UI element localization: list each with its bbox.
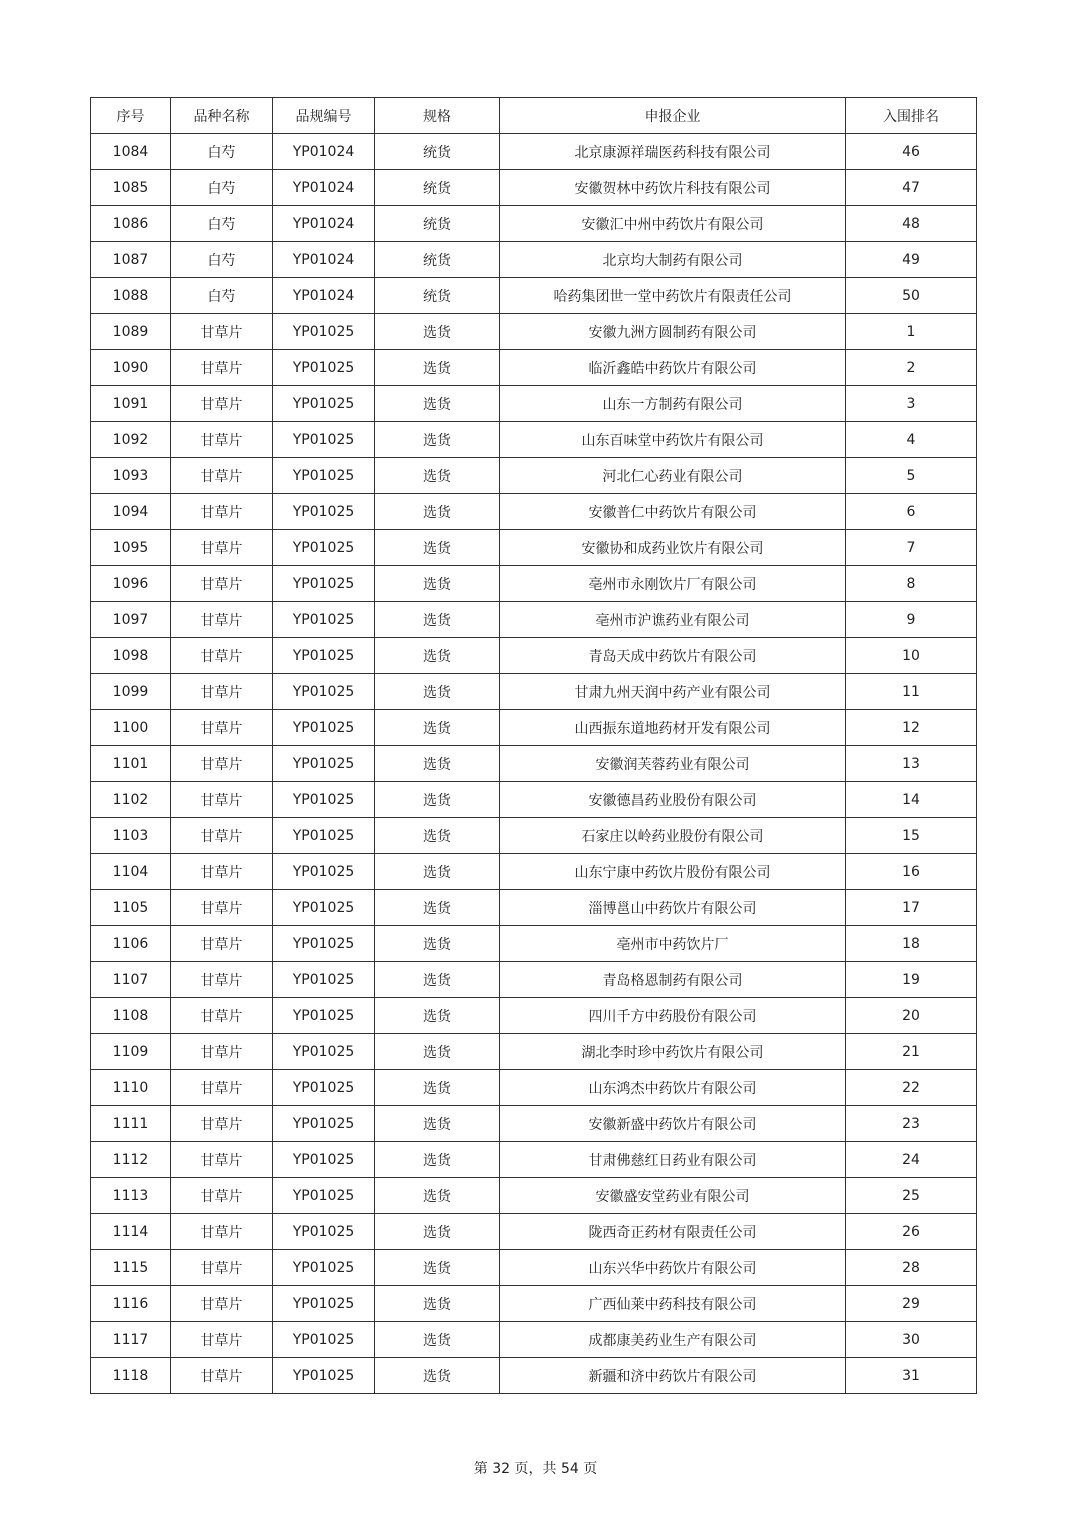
cell-serial-no: 1101 bbox=[91, 746, 171, 782]
cell-serial-no: 1094 bbox=[91, 494, 171, 530]
cell-applicant-company: 临沂鑫皓中药饮片有限公司 bbox=[500, 350, 846, 386]
cell-serial-no: 1096 bbox=[91, 566, 171, 602]
header-spec-code: 品规编号 bbox=[273, 98, 375, 134]
cell-applicant-company: 亳州市沪谯药业有限公司 bbox=[500, 602, 846, 638]
cell-serial-no: 1107 bbox=[91, 962, 171, 998]
cell-rank: 30 bbox=[846, 1322, 977, 1358]
cell-spec-code: YP01025 bbox=[273, 530, 375, 566]
table-row bbox=[91, 1250, 977, 1286]
cell-specification: 选货 bbox=[375, 1214, 500, 1250]
cell-spec-code: YP01025 bbox=[273, 602, 375, 638]
table-row bbox=[91, 1178, 977, 1214]
cell-spec-code: YP01025 bbox=[273, 422, 375, 458]
cell-specification: 选货 bbox=[375, 386, 500, 422]
cell-rank: 4 bbox=[846, 422, 977, 458]
cell-variety-name: 甘草片 bbox=[171, 746, 273, 782]
cell-serial-no: 1086 bbox=[91, 206, 171, 242]
cell-variety-name: 白芍 bbox=[171, 170, 273, 206]
cell-spec-code: YP01025 bbox=[273, 926, 375, 962]
cell-variety-name: 甘草片 bbox=[171, 1142, 273, 1178]
cell-rank: 49 bbox=[846, 242, 977, 278]
table-row bbox=[91, 710, 977, 746]
cell-applicant-company: 淄博邕山中药饮片有限公司 bbox=[500, 890, 846, 926]
table-header-row bbox=[91, 98, 977, 134]
cell-specification: 统货 bbox=[375, 278, 500, 314]
cell-spec-code: YP01025 bbox=[273, 1142, 375, 1178]
cell-specification: 选货 bbox=[375, 818, 500, 854]
cell-spec-code: YP01025 bbox=[273, 782, 375, 818]
cell-applicant-company: 山西振东道地药材开发有限公司 bbox=[500, 710, 846, 746]
table-row bbox=[91, 638, 977, 674]
cell-spec-code: YP01025 bbox=[273, 746, 375, 782]
cell-rank: 6 bbox=[846, 494, 977, 530]
cell-applicant-company: 山东宁康中药饮片股份有限公司 bbox=[500, 854, 846, 890]
cell-rank: 13 bbox=[846, 746, 977, 782]
cell-serial-no: 1113 bbox=[91, 1178, 171, 1214]
cell-spec-code: YP01025 bbox=[273, 710, 375, 746]
cell-applicant-company: 山东一方制药有限公司 bbox=[500, 386, 846, 422]
table-row bbox=[91, 206, 977, 242]
table-row bbox=[91, 854, 977, 890]
cell-variety-name: 甘草片 bbox=[171, 1034, 273, 1070]
table-row bbox=[91, 314, 977, 350]
cell-specification: 选货 bbox=[375, 1034, 500, 1070]
cell-specification: 选货 bbox=[375, 1322, 500, 1358]
cell-variety-name: 甘草片 bbox=[171, 926, 273, 962]
header-rank: 入围排名 bbox=[846, 98, 977, 134]
cell-applicant-company: 安徽润芙蓉药业有限公司 bbox=[500, 746, 846, 782]
cell-variety-name: 甘草片 bbox=[171, 998, 273, 1034]
table-row bbox=[91, 566, 977, 602]
cell-specification: 选货 bbox=[375, 602, 500, 638]
cell-applicant-company: 安徽协和成药业饮片有限公司 bbox=[500, 530, 846, 566]
cell-applicant-company: 湖北李时珍中药饮片有限公司 bbox=[500, 1034, 846, 1070]
cell-variety-name: 甘草片 bbox=[171, 566, 273, 602]
cell-rank: 20 bbox=[846, 998, 977, 1034]
cell-serial-no: 1105 bbox=[91, 890, 171, 926]
cell-specification: 选货 bbox=[375, 1070, 500, 1106]
cell-serial-no: 1088 bbox=[91, 278, 171, 314]
cell-variety-name: 甘草片 bbox=[171, 1106, 273, 1142]
cell-rank: 48 bbox=[846, 206, 977, 242]
table-row bbox=[91, 602, 977, 638]
cell-rank: 15 bbox=[846, 818, 977, 854]
cell-spec-code: YP01025 bbox=[273, 638, 375, 674]
cell-spec-code: YP01025 bbox=[273, 818, 375, 854]
cell-serial-no: 1089 bbox=[91, 314, 171, 350]
cell-spec-code: YP01025 bbox=[273, 494, 375, 530]
cell-serial-no: 1092 bbox=[91, 422, 171, 458]
cell-variety-name: 白芍 bbox=[171, 134, 273, 170]
cell-applicant-company: 河北仁心药业有限公司 bbox=[500, 458, 846, 494]
cell-serial-no: 1093 bbox=[91, 458, 171, 494]
cell-serial-no: 1090 bbox=[91, 350, 171, 386]
cell-specification: 选货 bbox=[375, 1178, 500, 1214]
cell-specification: 选货 bbox=[375, 458, 500, 494]
cell-applicant-company: 石家庄以岭药业股份有限公司 bbox=[500, 818, 846, 854]
cell-serial-no: 1112 bbox=[91, 1142, 171, 1178]
cell-variety-name: 甘草片 bbox=[171, 674, 273, 710]
cell-applicant-company: 广西仙莱中药科技有限公司 bbox=[500, 1286, 846, 1322]
cell-rank: 2 bbox=[846, 350, 977, 386]
cell-serial-no: 1118 bbox=[91, 1358, 171, 1394]
cell-specification: 选货 bbox=[375, 530, 500, 566]
cell-spec-code: YP01025 bbox=[273, 962, 375, 998]
cell-spec-code: YP01025 bbox=[273, 890, 375, 926]
table-row bbox=[91, 458, 977, 494]
cell-variety-name: 甘草片 bbox=[171, 1358, 273, 1394]
table-row bbox=[91, 1034, 977, 1070]
cell-specification: 选货 bbox=[375, 1250, 500, 1286]
table-row bbox=[91, 746, 977, 782]
cell-specification: 统货 bbox=[375, 170, 500, 206]
cell-specification: 选货 bbox=[375, 710, 500, 746]
table-row bbox=[91, 1358, 977, 1394]
cell-serial-no: 1108 bbox=[91, 998, 171, 1034]
cell-applicant-company: 安徽普仁中药饮片有限公司 bbox=[500, 494, 846, 530]
cell-rank: 50 bbox=[846, 278, 977, 314]
cell-serial-no: 1087 bbox=[91, 242, 171, 278]
cell-applicant-company: 北京均大制药有限公司 bbox=[500, 242, 846, 278]
cell-rank: 3 bbox=[846, 386, 977, 422]
cell-variety-name: 甘草片 bbox=[171, 1250, 273, 1286]
cell-spec-code: YP01025 bbox=[273, 1034, 375, 1070]
cell-serial-no: 1103 bbox=[91, 818, 171, 854]
cell-spec-code: YP01024 bbox=[273, 170, 375, 206]
cell-applicant-company: 山东鸿杰中药饮片有限公司 bbox=[500, 1070, 846, 1106]
cell-applicant-company: 亳州市永刚饮片厂有限公司 bbox=[500, 566, 846, 602]
cell-serial-no: 1102 bbox=[91, 782, 171, 818]
cell-variety-name: 甘草片 bbox=[171, 710, 273, 746]
cell-applicant-company: 安徽盛安堂药业有限公司 bbox=[500, 1178, 846, 1214]
cell-rank: 12 bbox=[846, 710, 977, 746]
cell-variety-name: 甘草片 bbox=[171, 1322, 273, 1358]
cell-spec-code: YP01025 bbox=[273, 1106, 375, 1142]
cell-applicant-company: 哈药集团世一堂中药饮片有限责任公司 bbox=[500, 278, 846, 314]
cell-rank: 26 bbox=[846, 1214, 977, 1250]
table-row bbox=[91, 782, 977, 818]
cell-variety-name: 白芍 bbox=[171, 278, 273, 314]
cell-specification: 统货 bbox=[375, 242, 500, 278]
cell-serial-no: 1084 bbox=[91, 134, 171, 170]
cell-specification: 选货 bbox=[375, 926, 500, 962]
cell-spec-code: YP01024 bbox=[273, 134, 375, 170]
page-number: 第 32 页，共 54 页 bbox=[473, 1461, 598, 1477]
cell-specification: 选货 bbox=[375, 1106, 500, 1142]
cell-variety-name: 甘草片 bbox=[171, 1070, 273, 1106]
cell-specification: 选货 bbox=[375, 890, 500, 926]
table-row bbox=[91, 1322, 977, 1358]
cell-spec-code: YP01025 bbox=[273, 1322, 375, 1358]
cell-rank: 5 bbox=[846, 458, 977, 494]
cell-applicant-company: 安徽汇中州中药饮片有限公司 bbox=[500, 206, 846, 242]
cell-spec-code: YP01024 bbox=[273, 242, 375, 278]
cell-variety-name: 甘草片 bbox=[171, 1286, 273, 1322]
cell-variety-name: 甘草片 bbox=[171, 962, 273, 998]
cell-rank: 25 bbox=[846, 1178, 977, 1214]
cell-specification: 选货 bbox=[375, 494, 500, 530]
cell-applicant-company: 甘肃九州天润中药产业有限公司 bbox=[500, 674, 846, 710]
cell-rank: 1 bbox=[846, 314, 977, 350]
cell-rank: 18 bbox=[846, 926, 977, 962]
cell-variety-name: 甘草片 bbox=[171, 458, 273, 494]
cell-rank: 29 bbox=[846, 1286, 977, 1322]
cell-spec-code: YP01025 bbox=[273, 998, 375, 1034]
cell-variety-name: 甘草片 bbox=[171, 1178, 273, 1214]
cell-serial-no: 1106 bbox=[91, 926, 171, 962]
cell-spec-code: YP01025 bbox=[273, 674, 375, 710]
cell-applicant-company: 甘肃佛慈红日药业有限公司 bbox=[500, 1142, 846, 1178]
header-applicant-company: 申报企业 bbox=[500, 98, 846, 134]
cell-spec-code: YP01025 bbox=[273, 1286, 375, 1322]
table-row bbox=[91, 386, 977, 422]
cell-rank: 17 bbox=[846, 890, 977, 926]
cell-serial-no: 1109 bbox=[91, 1034, 171, 1070]
cell-applicant-company: 新疆和济中药饮片有限公司 bbox=[500, 1358, 846, 1394]
cell-serial-no: 1115 bbox=[91, 1250, 171, 1286]
cell-spec-code: YP01025 bbox=[273, 1070, 375, 1106]
cell-rank: 11 bbox=[846, 674, 977, 710]
table-row bbox=[91, 1142, 977, 1178]
cell-specification: 选货 bbox=[375, 782, 500, 818]
cell-variety-name: 甘草片 bbox=[171, 350, 273, 386]
cell-applicant-company: 山东兴华中药饮片有限公司 bbox=[500, 1250, 846, 1286]
cell-variety-name: 甘草片 bbox=[171, 890, 273, 926]
cell-serial-no: 1104 bbox=[91, 854, 171, 890]
cell-rank: 23 bbox=[846, 1106, 977, 1142]
cell-spec-code: YP01025 bbox=[273, 1358, 375, 1394]
cell-specification: 选货 bbox=[375, 314, 500, 350]
cell-specification: 选货 bbox=[375, 854, 500, 890]
cell-rank: 14 bbox=[846, 782, 977, 818]
cell-spec-code: YP01025 bbox=[273, 1250, 375, 1286]
table-row bbox=[91, 422, 977, 458]
cell-variety-name: 白芍 bbox=[171, 206, 273, 242]
cell-specification: 选货 bbox=[375, 998, 500, 1034]
cell-applicant-company: 亳州市中药饮片厂 bbox=[500, 926, 846, 962]
cell-rank: 7 bbox=[846, 530, 977, 566]
cell-serial-no: 1111 bbox=[91, 1106, 171, 1142]
cell-rank: 19 bbox=[846, 962, 977, 998]
cell-variety-name: 甘草片 bbox=[171, 386, 273, 422]
cell-rank: 24 bbox=[846, 1142, 977, 1178]
cell-applicant-company: 安徽新盛中药饮片有限公司 bbox=[500, 1106, 846, 1142]
header-variety-name: 品种名称 bbox=[171, 98, 273, 134]
cell-specification: 选货 bbox=[375, 746, 500, 782]
cell-variety-name: 甘草片 bbox=[171, 854, 273, 890]
cell-spec-code: YP01025 bbox=[273, 566, 375, 602]
cell-spec-code: YP01025 bbox=[273, 350, 375, 386]
cell-serial-no: 1100 bbox=[91, 710, 171, 746]
cell-spec-code: YP01025 bbox=[273, 458, 375, 494]
cell-rank: 47 bbox=[846, 170, 977, 206]
cell-rank: 22 bbox=[846, 1070, 977, 1106]
cell-specification: 选货 bbox=[375, 674, 500, 710]
cell-serial-no: 1099 bbox=[91, 674, 171, 710]
cell-applicant-company: 青岛格恩制药有限公司 bbox=[500, 962, 846, 998]
cell-applicant-company: 青岛天成中药饮片有限公司 bbox=[500, 638, 846, 674]
cell-applicant-company: 山东百味堂中药饮片有限公司 bbox=[500, 422, 846, 458]
cell-applicant-company: 成都康美药业生产有限公司 bbox=[500, 1322, 846, 1358]
table-row bbox=[91, 998, 977, 1034]
cell-serial-no: 1091 bbox=[91, 386, 171, 422]
cell-specification: 统货 bbox=[375, 206, 500, 242]
cell-serial-no: 1117 bbox=[91, 1322, 171, 1358]
table-row bbox=[91, 962, 977, 998]
cell-spec-code: YP01024 bbox=[273, 206, 375, 242]
cell-rank: 28 bbox=[846, 1250, 977, 1286]
cell-rank: 8 bbox=[846, 566, 977, 602]
cell-variety-name: 甘草片 bbox=[171, 530, 273, 566]
cell-applicant-company: 安徽九洲方圆制药有限公司 bbox=[500, 314, 846, 350]
cell-rank: 16 bbox=[846, 854, 977, 890]
cell-serial-no: 1110 bbox=[91, 1070, 171, 1106]
cell-serial-no: 1116 bbox=[91, 1286, 171, 1322]
table-row bbox=[91, 818, 977, 854]
cell-specification: 统货 bbox=[375, 134, 500, 170]
table-row bbox=[91, 134, 977, 170]
cell-spec-code: YP01025 bbox=[273, 1214, 375, 1250]
cell-serial-no: 1095 bbox=[91, 530, 171, 566]
cell-rank: 46 bbox=[846, 134, 977, 170]
cell-serial-no: 1114 bbox=[91, 1214, 171, 1250]
cell-variety-name: 甘草片 bbox=[171, 818, 273, 854]
cell-spec-code: YP01025 bbox=[273, 1178, 375, 1214]
cell-applicant-company: 北京康源祥瑞医药科技有限公司 bbox=[500, 134, 846, 170]
cell-specification: 选货 bbox=[375, 566, 500, 602]
table-row bbox=[91, 1106, 977, 1142]
cell-applicant-company: 陇西奇正药材有限责任公司 bbox=[500, 1214, 846, 1250]
cell-serial-no: 1097 bbox=[91, 602, 171, 638]
cell-specification: 选货 bbox=[375, 422, 500, 458]
cell-rank: 10 bbox=[846, 638, 977, 674]
cell-variety-name: 甘草片 bbox=[171, 602, 273, 638]
cell-rank: 9 bbox=[846, 602, 977, 638]
cell-specification: 选货 bbox=[375, 962, 500, 998]
cell-spec-code: YP01025 bbox=[273, 314, 375, 350]
table-row bbox=[91, 1286, 977, 1322]
table-row bbox=[91, 242, 977, 278]
cell-specification: 选货 bbox=[375, 350, 500, 386]
cell-specification: 选货 bbox=[375, 1286, 500, 1322]
cell-serial-no: 1098 bbox=[91, 638, 171, 674]
cell-rank: 21 bbox=[846, 1034, 977, 1070]
table-row bbox=[91, 494, 977, 530]
header-specification: 规格 bbox=[375, 98, 500, 134]
header-serial-no: 序号 bbox=[91, 98, 171, 134]
table-body bbox=[91, 134, 977, 1394]
cell-variety-name: 白芍 bbox=[171, 242, 273, 278]
table-row bbox=[91, 278, 977, 314]
table-row bbox=[91, 1214, 977, 1250]
cell-applicant-company: 四川千方中药股份有限公司 bbox=[500, 998, 846, 1034]
table-row bbox=[91, 1070, 977, 1106]
cell-applicant-company: 安徽贺林中药饮片科技有限公司 bbox=[500, 170, 846, 206]
cell-specification: 选货 bbox=[375, 1142, 500, 1178]
table-row bbox=[91, 926, 977, 962]
cell-rank: 31 bbox=[846, 1358, 977, 1394]
table-row bbox=[91, 530, 977, 566]
cell-serial-no: 1085 bbox=[91, 170, 171, 206]
cell-specification: 选货 bbox=[375, 638, 500, 674]
cell-variety-name: 甘草片 bbox=[171, 494, 273, 530]
table-row bbox=[91, 170, 977, 206]
company-ranking-table bbox=[90, 97, 977, 1394]
table-row bbox=[91, 350, 977, 386]
cell-variety-name: 甘草片 bbox=[171, 422, 273, 458]
cell-spec-code: YP01024 bbox=[273, 278, 375, 314]
cell-applicant-company: 安徽德昌药业股份有限公司 bbox=[500, 782, 846, 818]
cell-specification: 选货 bbox=[375, 1358, 500, 1394]
cell-variety-name: 甘草片 bbox=[171, 1214, 273, 1250]
cell-variety-name: 甘草片 bbox=[171, 314, 273, 350]
cell-spec-code: YP01025 bbox=[273, 854, 375, 890]
table-row bbox=[91, 890, 977, 926]
table-row bbox=[91, 674, 977, 710]
cell-spec-code: YP01025 bbox=[273, 386, 375, 422]
cell-variety-name: 甘草片 bbox=[171, 638, 273, 674]
cell-variety-name: 甘草片 bbox=[171, 782, 273, 818]
